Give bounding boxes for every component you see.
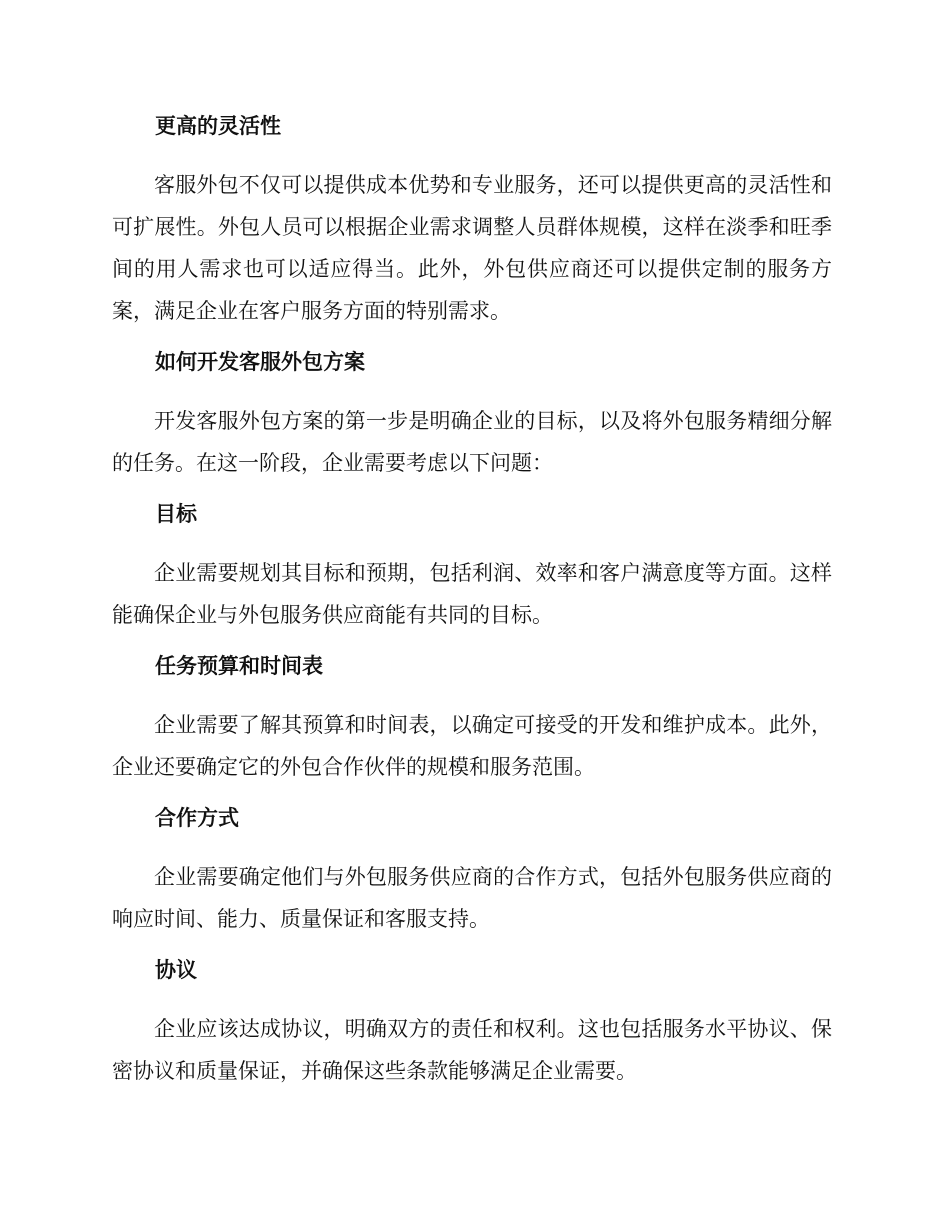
section-paragraph-develop-plan: 开发客服外包方案的第一步是明确企业的目标，以及将外包服务精细分解的任务。在这一阶段，企业需要考虑以下问题：: [112, 409, 832, 475]
section-heading-budget-timeline: 任务预算和时间表: [155, 654, 323, 678]
section-paragraph-cooperation: 企业需要确定他们与外包服务供应商的合作方式，包括外包服务供应商的响应时间、能力、质量保证和客服支持。: [112, 865, 832, 931]
section-paragraph-goals: 企业需要规划其目标和预期，包括利润、效率和客户满意度等方面。这样能确保企业与外包服务供应商能有共同的目标。: [112, 561, 832, 627]
section-heading-cooperation: 合作方式: [155, 806, 239, 830]
section-paragraph-flexibility: 客服外包不仅可以提供成本优势和专业服务，还可以提供更高的灵活性和可扩展性。外包人员可以根据企业需求调整人员群体规模，这样在淡季和旺季间的用人需求也可以适应得当。此外，外包供应商还可以提供定制的服务方案，满足企业在客户服务方面的特别需求。: [112, 173, 832, 323]
section-paragraph-budget-timeline: 企业需要了解其预算和时间表，以确定可接受的开发和维护成本。此外，企业还要确定它的外包合作伙伴的规模和服务范围。: [112, 713, 832, 779]
section-heading-develop-plan: 如何开发客服外包方案: [155, 350, 365, 374]
section-paragraph-agreement: 企业应该达成协议，明确双方的责任和权利。这也包括服务水平协议、保密协议和质量保证，并确保这些条款能够满足企业需要。: [112, 1017, 832, 1083]
section-heading-flexibility: 更高的灵活性: [155, 114, 281, 138]
document-body: [112, 104, 832, 1092]
section-heading-agreement: 协议: [155, 958, 197, 982]
section-heading-goals: 目标: [155, 502, 197, 526]
